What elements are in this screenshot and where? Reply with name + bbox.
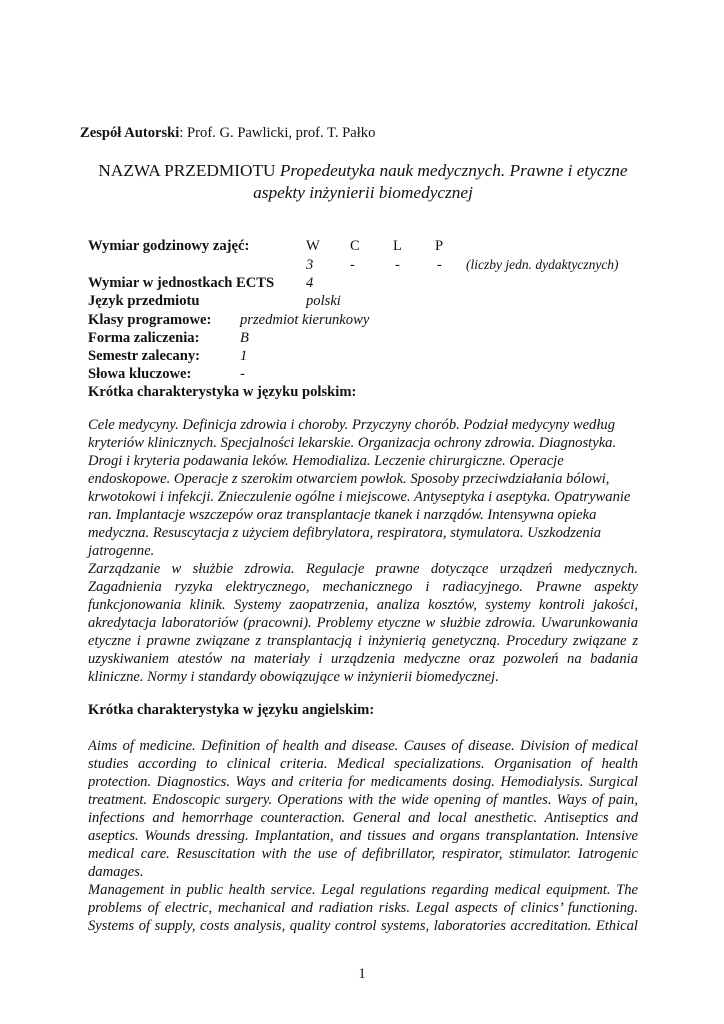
text-line: Zarządzanie w służbie zdrowia. Regulacje prawne dotyczące urządzeń medycznych. [88, 561, 638, 577]
hours-value-p: - [437, 257, 442, 273]
form-row [88, 329, 249, 347]
hours-unit-note: (liczby jedn. dydaktycznych) [466, 257, 619, 272]
text-line: etyczne i prawne związane z transplantacją i inżynierią genetyczną. Procedury związane z [88, 633, 638, 649]
text-line: medyczna. Resuscytacja z użyciem defibrylatora, respiratora, stymulatora. Uszkodzenia [88, 525, 602, 541]
text-line: infections and hemorrhage counteraction. General and local anesthetic. Antiseptics and [88, 810, 638, 826]
text-line: funkcjonowania klinik. Systemy zaopatrzenia, analiza kosztów, systemy kontroli jakości, [88, 597, 638, 613]
page-number: 1 [358, 966, 366, 982]
text-line: endoskopowe. Operacje z szerokim otwarciem powłok. Sposoby przeciwdziałania bólowi, [88, 471, 610, 487]
authors-label: Zespół Autorski [80, 125, 180, 141]
polish-description-heading: Krótka charakterystyka w języku polskim: [88, 384, 357, 400]
course-title-line-1 [80, 160, 646, 182]
text-line: Drogi i kryteria podawania leków. Hemodializa. Leczenie chirurgiczne. Operacje [88, 453, 564, 469]
form-value: B [240, 330, 249, 346]
text-line: problems of electric, mechanical and radiation risks. Legal aspects of clinics’ functioning. [88, 900, 638, 916]
keywords-value: - [240, 366, 245, 382]
ects-row [88, 274, 314, 292]
form-label: Forma zaliczenia: [88, 330, 200, 346]
text-line: treatment. Endoscopic surgery. Operations with the wide opening of mantles. Ways of pain, [88, 792, 638, 808]
hours-label: Wymiar godzinowy zajęć: [88, 238, 250, 254]
text-line: kryteriów klinicznych. Specjalności lekarskie. Organizacja ochrony zdrowia. Diagnostyka. [88, 435, 617, 451]
semester-value: 1 [240, 348, 248, 364]
text-line: ran. Implantacje wszczepów oraz transplantacje tkanek i narządów. Intensywna opieka [88, 507, 597, 523]
english-description-heading: Krótka charakterystyka w języku angielskim: [88, 702, 375, 718]
text-line: Cele medycyny. Definicja zdrowia i choroby. Przyczyny chorób. Podział medycyny według [88, 417, 615, 433]
hours-value-l: - [395, 257, 400, 273]
hours-header-w: W [306, 238, 320, 254]
authors-line [80, 124, 375, 142]
semester-row [88, 347, 248, 365]
keywords-row [88, 365, 245, 383]
hours-header-c: C [350, 238, 360, 254]
text-line: Management in public health service. Legal regulations regarding medical equipment. The [88, 882, 638, 898]
language-label: Język przedmiotu [88, 293, 200, 309]
language-value: polski [306, 293, 341, 309]
course-title-name-2: aspekty inżynierii biomedycznej [253, 183, 473, 202]
program-row [88, 311, 370, 329]
english-description [88, 737, 638, 935]
text-line: damages. [88, 864, 144, 880]
program-value: przedmiot kierunkowy [240, 312, 370, 328]
text-line: kliniczne. Normy i standardy obowiązujące w inżynierii biomedycznej. [88, 669, 499, 685]
text-line: medical care. Resuscitation with the use of defibrillator, respirator, stimulator. Iatrogenic [88, 846, 638, 862]
hours-value-w: 3 [306, 257, 314, 273]
text-line: protection. Diagnostics. Ways and criteria for medicaments dosing. Hemodialysis. Surgical [88, 774, 638, 790]
polish-description [88, 416, 638, 686]
ects-label: Wymiar w jednostkach ECTS [88, 275, 275, 291]
text-line: Systems of supply, costs analysis, quality control systems, laboratories accreditation. Ethical [88, 918, 638, 934]
authors-names: : Prof. G. Pawlicki, prof. T. Pałko [179, 125, 376, 141]
course-title-name-1: Propedeutyka nauk medycznych. Prawne i etyczne [279, 161, 628, 180]
text-line: Aims of medicine. Definition of health and disease. Causes of disease. Division of medical [88, 738, 638, 754]
text-line: jatrogenne. [88, 543, 155, 559]
course-title [80, 160, 646, 204]
text-line: krwotokowi i infekcji. Znieczulenie ogólne i miejscowe. Antyseptyka i aseptyka. Opatrywanie [88, 489, 631, 505]
program-label: Klasy programowe: [88, 312, 212, 328]
course-title-line-2 [80, 182, 646, 204]
hours-value-c: - [350, 257, 355, 273]
course-title-label: NAZWA PRZEDMIOTU [98, 161, 276, 180]
hours-header-row [88, 237, 444, 255]
keywords-label: Słowa kluczowe: [88, 366, 192, 382]
language-row [88, 292, 341, 310]
hours-header-p: P [435, 238, 444, 254]
text-line: akredytacja laboratoriów (pracowni). Problemy etyczne w służbie zdrowia. Uwarunkowania [88, 615, 638, 631]
polish-description-heading-row [88, 383, 356, 401]
hours-header-l: L [393, 238, 402, 254]
semester-label: Semestr zalecany: [88, 348, 200, 364]
text-line: uzyskiwaniem atestów na materiały i urządzenia medyczne oraz pozwoleń na badania [88, 651, 638, 667]
text-line: studies according to clinical criteria. Medical specializations. Organisation of health [88, 756, 638, 772]
text-line: Zagadnienia ryzyka elektrycznego, mechanicznego i radiacyjnego. Prawne aspekty [88, 579, 638, 595]
text-line: aseptics. Wounds dressing. Implantation, and tissues and organs transplantation. Intensive [88, 828, 638, 844]
ects-value: 4 [306, 275, 314, 291]
